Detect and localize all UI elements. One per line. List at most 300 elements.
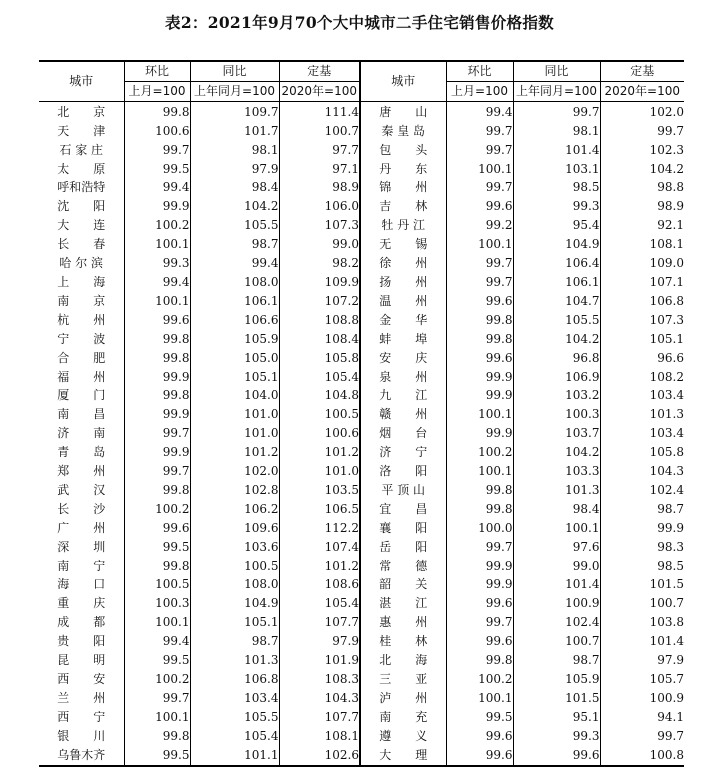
city-name: 广 州 bbox=[57, 520, 106, 535]
city-name: 唐 山 bbox=[360, 101, 446, 121]
base-value: 99.7 bbox=[600, 122, 684, 141]
mom-value: 99.9 bbox=[446, 368, 513, 387]
base-value: 102.0 bbox=[600, 101, 684, 121]
base-value: 92.1 bbox=[600, 216, 684, 235]
city-name: 泉 州 bbox=[360, 368, 446, 387]
city-name: 宜 昌 bbox=[360, 500, 446, 519]
table-row bbox=[39, 538, 684, 557]
base-value: 109.9 bbox=[279, 273, 360, 292]
base-value: 103.8 bbox=[600, 613, 684, 632]
mom-value: 100.5 bbox=[124, 575, 190, 594]
city-name: 兰 州 bbox=[57, 690, 106, 705]
mom-value: 99.8 bbox=[446, 500, 513, 519]
table-row bbox=[39, 557, 684, 576]
base-sub-left: 2020年=100 bbox=[279, 81, 360, 101]
yoy-header-right: 同比 bbox=[513, 61, 600, 81]
mom-value: 99.8 bbox=[124, 386, 190, 405]
base-value: 108.1 bbox=[600, 235, 684, 254]
yoy-value: 99.0 bbox=[513, 557, 600, 576]
base-value: 104.8 bbox=[279, 386, 360, 405]
table-row bbox=[39, 462, 684, 481]
yoy-header-left: 同比 bbox=[190, 61, 279, 81]
mom-value: 99.7 bbox=[446, 178, 513, 197]
table-row bbox=[39, 575, 684, 594]
base-value: 112.2 bbox=[279, 519, 360, 538]
yoy-value: 98.1 bbox=[190, 141, 279, 160]
base-value: 108.8 bbox=[279, 311, 360, 330]
city-name: 昆 明 bbox=[57, 653, 106, 668]
mom-value: 100.2 bbox=[124, 670, 190, 689]
city-name: 秦 皇 岛 bbox=[360, 122, 446, 141]
table-row bbox=[39, 746, 684, 766]
table-row bbox=[39, 632, 684, 651]
city-name: 北 京 bbox=[57, 104, 106, 119]
table-row bbox=[39, 141, 684, 160]
yoy-value: 100.1 bbox=[513, 519, 600, 538]
base-value: 107.4 bbox=[279, 538, 360, 557]
city-name: 徐 州 bbox=[360, 254, 446, 273]
city-name: 岳 阳 bbox=[360, 538, 446, 557]
base-header-right: 定基 bbox=[600, 61, 684, 81]
city-name: 包 头 bbox=[360, 141, 446, 160]
table-row bbox=[39, 651, 684, 670]
base-value: 101.2 bbox=[279, 443, 360, 462]
city-name: 南 昌 bbox=[57, 407, 106, 422]
city-name: 襄 阳 bbox=[360, 519, 446, 538]
city-name: 济 宁 bbox=[360, 443, 446, 462]
city-name: 重 庆 bbox=[57, 596, 106, 611]
base-value: 98.5 bbox=[600, 557, 684, 576]
base-value: 103.5 bbox=[279, 481, 360, 500]
city-name: 郑 州 bbox=[57, 464, 106, 479]
city-name: 扬 州 bbox=[360, 273, 446, 292]
city-name: 成 都 bbox=[57, 615, 106, 630]
city-name: 温 州 bbox=[360, 292, 446, 311]
base-value: 101.5 bbox=[600, 575, 684, 594]
mom-header-right: 环比 bbox=[446, 61, 513, 81]
table-row bbox=[39, 101, 684, 121]
yoy-sub-left: 上年同月=100 bbox=[190, 81, 279, 101]
table-row bbox=[39, 613, 684, 632]
city-name: 九 江 bbox=[360, 386, 446, 405]
yoy-value: 97.6 bbox=[513, 538, 600, 557]
table-row bbox=[39, 670, 684, 689]
mom-value: 99.4 bbox=[124, 178, 190, 197]
mom-value: 99.6 bbox=[446, 349, 513, 368]
yoy-value: 105.9 bbox=[190, 330, 279, 349]
city-name: 遵 义 bbox=[360, 727, 446, 746]
mom-value: 100.1 bbox=[446, 235, 513, 254]
mom-value: 99.7 bbox=[124, 462, 190, 481]
city-name: 北 海 bbox=[360, 651, 446, 670]
yoy-value: 99.3 bbox=[513, 727, 600, 746]
yoy-value: 101.4 bbox=[513, 141, 600, 160]
yoy-value: 102.0 bbox=[190, 462, 279, 481]
mom-value: 100.2 bbox=[124, 500, 190, 519]
yoy-value: 101.5 bbox=[513, 689, 600, 708]
mom-value: 99.6 bbox=[446, 594, 513, 613]
city-name: 南 充 bbox=[360, 708, 446, 727]
yoy-value: 104.2 bbox=[190, 197, 279, 216]
table-row bbox=[39, 235, 684, 254]
mom-value: 99.3 bbox=[124, 254, 190, 273]
yoy-value: 103.3 bbox=[513, 462, 600, 481]
yoy-value: 106.4 bbox=[513, 254, 600, 273]
yoy-value: 109.7 bbox=[190, 101, 279, 121]
base-value: 100.9 bbox=[600, 689, 684, 708]
table-row bbox=[39, 386, 684, 405]
yoy-value: 103.4 bbox=[190, 689, 279, 708]
mom-value: 99.7 bbox=[446, 122, 513, 141]
city-name: 宁 波 bbox=[57, 331, 106, 346]
base-value: 98.2 bbox=[279, 254, 360, 273]
mom-value: 99.8 bbox=[446, 311, 513, 330]
yoy-value: 101.0 bbox=[190, 424, 279, 443]
city-name: 南 宁 bbox=[57, 558, 106, 573]
city-name: 烟 台 bbox=[360, 424, 446, 443]
table-row bbox=[39, 216, 684, 235]
mom-value: 100.2 bbox=[446, 443, 513, 462]
base-value: 97.1 bbox=[279, 160, 360, 179]
base-value: 109.0 bbox=[600, 254, 684, 273]
yoy-value: 106.1 bbox=[513, 273, 600, 292]
yoy-value: 102.4 bbox=[513, 613, 600, 632]
mom-value: 99.7 bbox=[446, 273, 513, 292]
city-name: 沈 阳 bbox=[57, 199, 106, 214]
yoy-value: 106.8 bbox=[190, 670, 279, 689]
yoy-value: 101.3 bbox=[513, 481, 600, 500]
mom-value: 99.7 bbox=[446, 254, 513, 273]
table-row bbox=[39, 443, 684, 462]
city-name: 石 家 庄 bbox=[59, 142, 104, 157]
yoy-value: 100.3 bbox=[513, 405, 600, 424]
mom-value: 99.8 bbox=[124, 101, 190, 121]
yoy-value: 95.1 bbox=[513, 708, 600, 727]
mom-value: 99.5 bbox=[124, 746, 190, 766]
mom-value: 99.9 bbox=[446, 575, 513, 594]
table-row bbox=[39, 689, 684, 708]
yoy-value: 103.1 bbox=[513, 160, 600, 179]
table-row bbox=[39, 330, 684, 349]
mom-value: 99.8 bbox=[124, 481, 190, 500]
base-value: 102.6 bbox=[279, 746, 360, 766]
base-value: 98.9 bbox=[279, 178, 360, 197]
table-row bbox=[39, 708, 684, 727]
mom-value: 100.1 bbox=[446, 689, 513, 708]
base-value: 106.5 bbox=[279, 500, 360, 519]
mom-value: 99.4 bbox=[124, 632, 190, 651]
mom-value: 99.4 bbox=[446, 101, 513, 121]
table-row bbox=[39, 197, 684, 216]
base-header-left: 定基 bbox=[279, 61, 360, 81]
base-value: 103.4 bbox=[600, 386, 684, 405]
city-name: 锦 州 bbox=[360, 178, 446, 197]
base-value: 98.9 bbox=[600, 197, 684, 216]
base-value: 107.2 bbox=[279, 292, 360, 311]
city-name: 惠 州 bbox=[360, 613, 446, 632]
base-value: 108.4 bbox=[279, 330, 360, 349]
yoy-value: 105.5 bbox=[190, 708, 279, 727]
yoy-value: 105.4 bbox=[190, 727, 279, 746]
city-name: 泸 州 bbox=[360, 689, 446, 708]
base-value: 108.6 bbox=[279, 575, 360, 594]
mom-header-left: 环比 bbox=[124, 61, 190, 81]
table-row bbox=[39, 311, 684, 330]
mom-value: 99.5 bbox=[124, 160, 190, 179]
mom-value: 99.6 bbox=[446, 727, 513, 746]
base-value: 105.8 bbox=[600, 443, 684, 462]
city-header-right: 城市 bbox=[360, 61, 446, 101]
city-name: 长 沙 bbox=[57, 501, 106, 516]
mom-value: 99.5 bbox=[446, 708, 513, 727]
city-name: 西 宁 bbox=[57, 709, 106, 724]
table-row bbox=[39, 405, 684, 424]
yoy-value: 98.4 bbox=[190, 178, 279, 197]
mom-value: 100.1 bbox=[124, 235, 190, 254]
city-name: 蚌 埠 bbox=[360, 330, 446, 349]
base-value: 106.8 bbox=[600, 292, 684, 311]
yoy-sub-right: 上年同月=100 bbox=[513, 81, 600, 101]
mom-value: 100.6 bbox=[124, 122, 190, 141]
city-name: 太 原 bbox=[57, 161, 106, 176]
yoy-value: 105.1 bbox=[190, 613, 279, 632]
city-name: 深 圳 bbox=[57, 539, 106, 554]
yoy-value: 105.0 bbox=[190, 349, 279, 368]
yoy-value: 99.6 bbox=[513, 746, 600, 766]
base-value: 97.9 bbox=[600, 651, 684, 670]
yoy-value: 109.6 bbox=[190, 519, 279, 538]
base-value: 97.7 bbox=[279, 141, 360, 160]
table-row bbox=[39, 349, 684, 368]
base-value: 101.3 bbox=[600, 405, 684, 424]
table-title: 表2：2021年9月70个大中城市二手住宅销售价格指数 bbox=[165, 13, 554, 32]
base-value: 99.7 bbox=[600, 727, 684, 746]
yoy-value: 98.7 bbox=[190, 235, 279, 254]
yoy-value: 100.9 bbox=[513, 594, 600, 613]
yoy-value: 106.2 bbox=[190, 500, 279, 519]
base-value: 94.1 bbox=[600, 708, 684, 727]
base-value: 104.3 bbox=[279, 689, 360, 708]
mom-value: 99.4 bbox=[124, 273, 190, 292]
base-value: 105.8 bbox=[279, 349, 360, 368]
yoy-value: 99.3 bbox=[513, 197, 600, 216]
yoy-value: 104.9 bbox=[513, 235, 600, 254]
city-name: 乌鲁木齐 bbox=[57, 747, 106, 762]
base-value: 98.8 bbox=[600, 178, 684, 197]
mom-value: 99.6 bbox=[124, 311, 190, 330]
mom-value: 99.7 bbox=[446, 613, 513, 632]
yoy-value: 98.4 bbox=[513, 500, 600, 519]
mom-value: 100.0 bbox=[446, 519, 513, 538]
mom-value: 99.2 bbox=[446, 216, 513, 235]
city-name: 丹 东 bbox=[360, 160, 446, 179]
base-value: 100.5 bbox=[279, 405, 360, 424]
yoy-value: 104.2 bbox=[513, 443, 600, 462]
yoy-value: 95.4 bbox=[513, 216, 600, 235]
base-value: 99.0 bbox=[279, 235, 360, 254]
base-value: 98.7 bbox=[600, 500, 684, 519]
mom-value: 99.8 bbox=[124, 727, 190, 746]
base-value: 106.0 bbox=[279, 197, 360, 216]
yoy-value: 98.7 bbox=[513, 651, 600, 670]
base-value: 107.3 bbox=[279, 216, 360, 235]
base-value: 103.4 bbox=[600, 424, 684, 443]
city-header-left: 城市 bbox=[39, 61, 124, 101]
yoy-value: 96.8 bbox=[513, 349, 600, 368]
base-value: 107.7 bbox=[279, 613, 360, 632]
mom-value: 99.8 bbox=[124, 330, 190, 349]
mom-value: 99.6 bbox=[446, 632, 513, 651]
mom-sub-left: 上月=100 bbox=[124, 81, 190, 101]
yoy-value: 98.7 bbox=[190, 632, 279, 651]
yoy-value: 101.1 bbox=[190, 746, 279, 766]
base-value: 107.3 bbox=[600, 311, 684, 330]
base-value: 107.7 bbox=[279, 708, 360, 727]
base-value: 108.3 bbox=[279, 670, 360, 689]
mom-value: 99.7 bbox=[446, 141, 513, 160]
city-name: 武 汉 bbox=[57, 482, 106, 497]
city-name: 赣 州 bbox=[360, 405, 446, 424]
city-name: 大 连 bbox=[57, 218, 106, 233]
table-row bbox=[39, 481, 684, 500]
base-value: 96.6 bbox=[600, 349, 684, 368]
yoy-value: 100.7 bbox=[513, 632, 600, 651]
base-value: 101.4 bbox=[600, 632, 684, 651]
city-name: 青 岛 bbox=[57, 445, 106, 460]
table-row bbox=[39, 424, 684, 443]
mom-value: 100.1 bbox=[124, 613, 190, 632]
yoy-value: 99.7 bbox=[513, 101, 600, 121]
table-row bbox=[39, 178, 684, 197]
mom-value: 100.1 bbox=[124, 292, 190, 311]
yoy-value: 104.7 bbox=[513, 292, 600, 311]
yoy-value: 100.5 bbox=[190, 557, 279, 576]
city-name: 长 春 bbox=[57, 237, 106, 252]
yoy-value: 106.6 bbox=[190, 311, 279, 330]
city-name: 安 庆 bbox=[360, 349, 446, 368]
mom-value: 99.6 bbox=[446, 746, 513, 766]
mom-value: 100.1 bbox=[446, 405, 513, 424]
base-value: 100.7 bbox=[600, 594, 684, 613]
header-row-top bbox=[39, 61, 684, 81]
mom-value: 99.8 bbox=[446, 651, 513, 670]
base-value: 101.0 bbox=[279, 462, 360, 481]
city-name: 桂 林 bbox=[360, 632, 446, 651]
city-name: 湛 江 bbox=[360, 594, 446, 613]
table-body bbox=[39, 101, 684, 765]
city-name: 牡 丹 江 bbox=[360, 216, 446, 235]
base-value: 99.9 bbox=[600, 519, 684, 538]
yoy-value: 103.7 bbox=[513, 424, 600, 443]
table-row bbox=[39, 500, 684, 519]
yoy-value: 101.2 bbox=[190, 443, 279, 462]
table-row bbox=[39, 519, 684, 538]
mom-value: 99.8 bbox=[124, 349, 190, 368]
city-name: 福 州 bbox=[57, 369, 106, 384]
yoy-value: 105.1 bbox=[190, 368, 279, 387]
base-value: 105.4 bbox=[279, 594, 360, 613]
yoy-value: 106.1 bbox=[190, 292, 279, 311]
base-value: 111.4 bbox=[279, 101, 360, 121]
yoy-value: 103.6 bbox=[190, 538, 279, 557]
base-value: 100.7 bbox=[279, 122, 360, 141]
yoy-value: 108.0 bbox=[190, 273, 279, 292]
yoy-value: 101.0 bbox=[190, 405, 279, 424]
yoy-value: 98.5 bbox=[513, 178, 600, 197]
base-value: 97.9 bbox=[279, 632, 360, 651]
yoy-value: 101.4 bbox=[513, 575, 600, 594]
city-name: 银 川 bbox=[57, 728, 106, 743]
yoy-value: 102.8 bbox=[190, 481, 279, 500]
base-value: 108.1 bbox=[279, 727, 360, 746]
mom-value: 99.7 bbox=[446, 538, 513, 557]
city-name: 厦 门 bbox=[57, 388, 106, 403]
yoy-value: 105.5 bbox=[190, 216, 279, 235]
yoy-value: 105.9 bbox=[513, 670, 600, 689]
table-row bbox=[39, 254, 684, 273]
city-name: 天 津 bbox=[57, 123, 106, 138]
table-row bbox=[39, 273, 684, 292]
base-value: 100.8 bbox=[600, 746, 684, 766]
table-row bbox=[39, 160, 684, 179]
mom-value: 99.9 bbox=[124, 368, 190, 387]
base-value: 104.2 bbox=[600, 160, 684, 179]
city-name: 贵 阳 bbox=[57, 634, 106, 649]
table-row bbox=[39, 292, 684, 311]
yoy-value: 98.1 bbox=[513, 122, 600, 141]
mom-value: 100.1 bbox=[446, 462, 513, 481]
mom-sub-right: 上月=100 bbox=[446, 81, 513, 101]
base-value: 105.4 bbox=[279, 368, 360, 387]
city-name: 无 锡 bbox=[360, 235, 446, 254]
yoy-value: 104.0 bbox=[190, 386, 279, 405]
mom-value: 99.9 bbox=[124, 443, 190, 462]
city-name: 韶 关 bbox=[360, 575, 446, 594]
city-name: 合 肥 bbox=[57, 350, 106, 365]
table-row bbox=[39, 122, 684, 141]
city-name: 洛 阳 bbox=[360, 462, 446, 481]
mom-value: 100.1 bbox=[446, 160, 513, 179]
base-value: 98.3 bbox=[600, 538, 684, 557]
city-name: 哈 尔 滨 bbox=[59, 256, 104, 271]
city-name: 杭 州 bbox=[57, 312, 106, 327]
city-name: 平 顶 山 bbox=[360, 481, 446, 500]
base-value: 102.4 bbox=[600, 481, 684, 500]
city-name: 海 口 bbox=[57, 577, 106, 592]
mom-value: 99.5 bbox=[124, 651, 190, 670]
mom-value: 99.8 bbox=[446, 330, 513, 349]
mom-value: 100.3 bbox=[124, 594, 190, 613]
mom-value: 99.7 bbox=[124, 424, 190, 443]
city-name: 济 南 bbox=[57, 426, 106, 441]
yoy-value: 104.2 bbox=[513, 330, 600, 349]
mom-value: 99.9 bbox=[446, 424, 513, 443]
mom-value: 99.7 bbox=[124, 141, 190, 160]
mom-value: 99.9 bbox=[124, 405, 190, 424]
yoy-value: 101.3 bbox=[190, 651, 279, 670]
yoy-value: 103.2 bbox=[513, 386, 600, 405]
city-name: 金 华 bbox=[360, 311, 446, 330]
table-row bbox=[39, 727, 684, 746]
city-name: 西 安 bbox=[57, 672, 106, 686]
base-sub-right: 2020年=100 bbox=[600, 81, 684, 101]
city-name: 常 德 bbox=[360, 557, 446, 576]
mom-value: 100.2 bbox=[124, 216, 190, 235]
base-value: 102.3 bbox=[600, 141, 684, 160]
base-value: 108.2 bbox=[600, 368, 684, 387]
mom-value: 99.8 bbox=[124, 557, 190, 576]
city-name: 上 海 bbox=[57, 274, 106, 289]
